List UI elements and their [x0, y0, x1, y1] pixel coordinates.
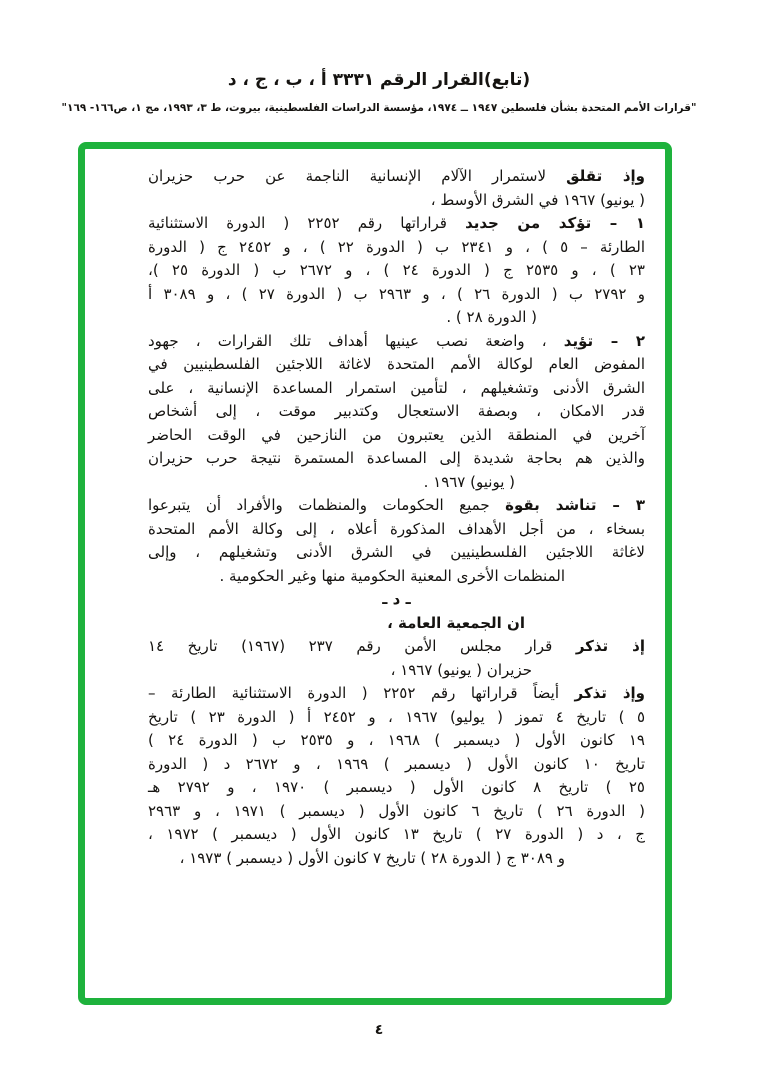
- text-line: الطارئة – ٥ ) ، و ٢٣٤١ ب ( الدورة ٢٢ ) ، و ٢٤٥٢ ج ( الدورة: [148, 237, 646, 256]
- text-line: الشرق الأدنى وتشغيلهم ، لتأمين استمرار المساعدة الإنسانية ، على: [148, 378, 645, 397]
- text-line: ج ، د ( الدورة ٢٧ ) تاريخ ١٣ كانون الأول ( ديسمبر ) ١٩٧٢ ،: [148, 825, 645, 843]
- text-line: حزيران ( يونيو) ١٩٦٧ ،: [390, 660, 532, 679]
- text-line: ( الدورة ٢٨ ) .: [446, 308, 537, 326]
- page-number: ٤: [374, 1022, 384, 1038]
- resolution-text: [148, 165, 645, 870]
- text-line: بسخاء ، من أجل الأهداف المذكورة أعلاه ، إلى وكالة الأمم المتحدة: [148, 519, 645, 538]
- text-line: آخرين في المنطقة الذين يعتبرون من النازحين في الوقت الحاضر: [148, 425, 645, 444]
- source-citation: "قرارات الأمم المتحدة بشأن فلسطين ١٩٤٧ ــ ١٩٧٤، مؤسسة الدراسات الفلسطينية، بيروت، ط ٣، ١٩٩٣، مج ١، ص١٦٦- ١٦٩": [61, 102, 697, 114]
- text-line: تاريخ ١٠ كانون الأول ( ديسمبر ) ١٩٦٩ ، و ٢٦٧٢ د ( الدورة: [148, 754, 645, 773]
- text-line: ٣ – تناشد بقوة جميع الحكومات والمنظمات والأفراد أن يتبرعوا: [148, 496, 645, 514]
- text-line: إذ تذكر قرار مجلس الأمن رقم ٢٣٧ (١٩٦٧) تاريخ ١٤: [148, 637, 646, 655]
- text-line: ان الجمعية العامة ،: [387, 613, 525, 632]
- operative-3: [148, 494, 645, 588]
- text-line: ٢٥ ) تاريخ ٨ كانون الأول ( ديسمبر ) ١٩٧٠ ، و ٢٧٩٢ هـ: [148, 778, 645, 796]
- general-assembly-heading: [148, 612, 645, 636]
- text-line: وإذ تذكر أيضاً قراراتها رقم ٢٢٥٢ ( الدورة الاستثنائية الطارئة –: [148, 684, 646, 702]
- text-line: ( يونيو) ١٩٦٧ في الشرق الأوسط ،: [430, 190, 645, 209]
- page-title: (تابع)القرار الرقم ٣٣٣١ أ ، ب ، ج ، د: [227, 70, 531, 90]
- preamble-recall-2: [148, 682, 645, 870]
- text-line: وإذ تقلق لاستمرار الآلام الإنسانية الناجمة عن حرب حزيران: [148, 167, 645, 185]
- operative-1: [148, 212, 645, 330]
- text-line: والذين هم بحاجة شديدة إلى المساعدة المستمرة نتيجة حرب حزيران: [148, 449, 645, 467]
- operative-2: [148, 330, 645, 495]
- text-line: لاغاثة اللاجئين الفلسطينيين في الشرق الأدنى وتشغيلهم ، وإلى: [148, 543, 645, 561]
- text-line: المنظمات الأخرى المعنية الحكومية منها وغير الحكومية .: [219, 566, 565, 585]
- preamble-recall-1: [148, 635, 645, 682]
- text-line: ـ د ـ: [382, 590, 411, 608]
- text-line: ٥ ) تاريخ ٤ تموز ( يوليو) ١٩٦٧ ، و ٢٤٥٢ أ ( الدورة ٢٣ ) تاريخ: [148, 707, 646, 726]
- text-line: ٢٣ ) ، و ٢٥٣٥ ج ( الدورة ٢٤ ) ، و ٢٦٧٢ ب ( الدورة ٢٥ )،: [148, 261, 645, 279]
- text-line: قدر الامكان ، وبصفة الاستعجال وكتدبير موقت ، إلى أشخاص: [148, 402, 645, 420]
- text-line: ( الدورة ٢٦ ) تاريخ ٦ كانون الأول ( ديسمبر ) ١٩٧١ ، و ٢٩٦٣: [148, 801, 645, 820]
- text-line: ١ – تؤكد من جديد قراراتها رقم ٢٢٥٢ ( الدورة الاستثنائية: [148, 214, 646, 232]
- text-line: ٢ – تؤيد ، واضعة نصب عينيها أهداف تلك القرارات ، جهود: [148, 331, 645, 350]
- text-line: المفوض العام لوكالة الأمم المتحدة لاغاثة اللاجئين الفلسطينيين في: [148, 355, 645, 373]
- text-line: ( يونيو) ١٩٦٧ .: [423, 472, 515, 491]
- text-line: و ٣٠٨٩ ج ( الدورة ٢٨ ) تاريخ ٧ كانون الأول ( ديسمبر ) ١٩٧٣ ،: [179, 848, 565, 867]
- text-line: و ٢٧٩٢ ب ( الدورة ٢٦ ) ، و ٢٩٦٣ ب ( الدورة ٢٧ ) ، و ٣٠٨٩ أ: [148, 284, 645, 303]
- text-line: ١٩ كانون الأول ( ديسمبر ) ١٩٦٨ ، و ٢٥٣٥ ب ( الدورة ٢٤ ): [148, 731, 645, 749]
- preamble-concern: [148, 165, 645, 212]
- section-marker-d: [148, 588, 645, 612]
